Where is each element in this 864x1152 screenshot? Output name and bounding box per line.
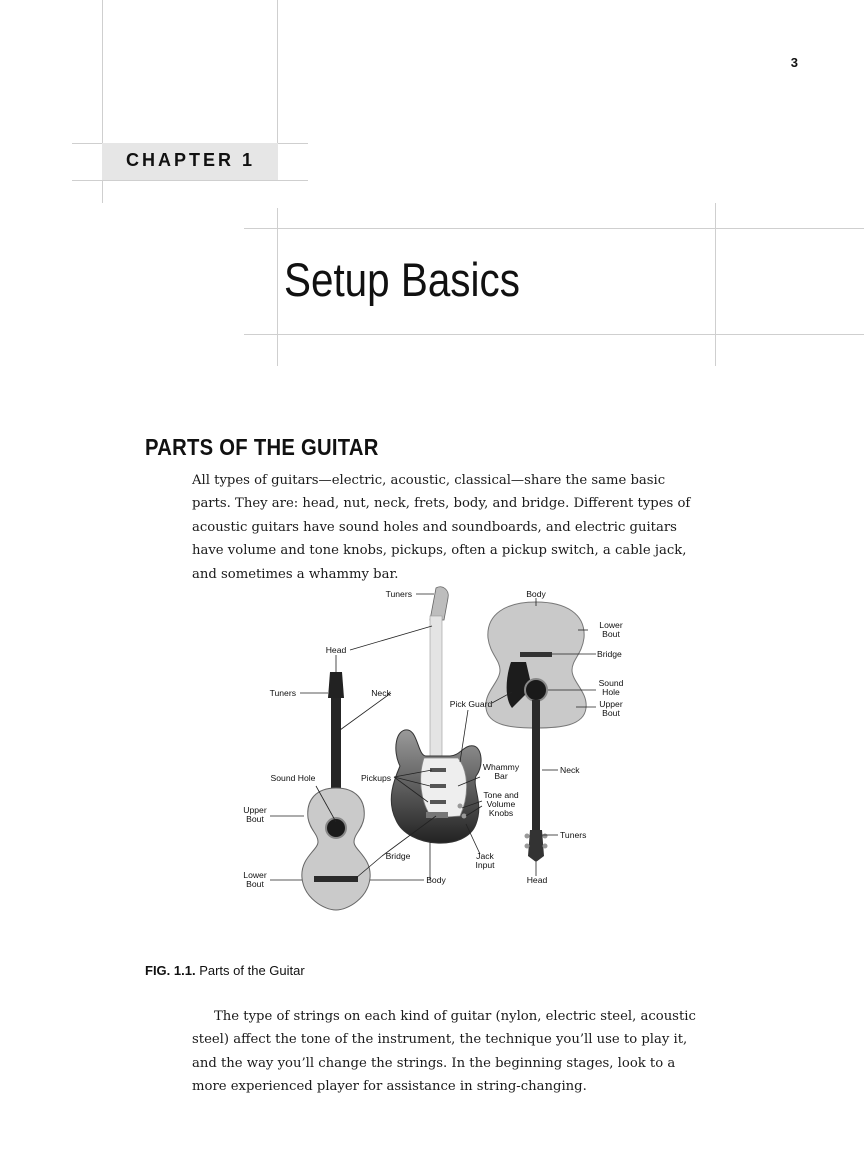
label-neck-right: Neck: [560, 765, 580, 775]
label-pickups: Pickups: [360, 773, 392, 783]
label-jack-input: Jack Input: [475, 851, 495, 870]
chapter-title: Setup Basics: [284, 253, 520, 306]
figure-caption-text: Parts of the Guitar: [199, 963, 305, 978]
acoustic-guitar: [486, 602, 586, 862]
grid-line-horizontal-title-top: [244, 228, 864, 229]
label-lower-bout-left: Lower Bout: [243, 870, 267, 889]
label-bridge-right: Bridge: [597, 649, 622, 659]
label-tuners-right: Tuners: [560, 830, 587, 840]
label-whammy-bar: Whammy Bar: [482, 762, 520, 781]
label-head-left: Head: [325, 645, 347, 655]
body-paragraph: The type of strings on each kind of guitar (nylon, electric steel, acoustic steel) affect the tone of the instrument, the technique you’ll use to play it, and the way you’ll change the strings. In the beginning stages, look to a more experienced player for assistance in string-changing.: [192, 1009, 696, 1095]
label-body-bottom: Body: [426, 875, 446, 885]
intro-paragraph: All types of guitars—electric, acoustic, classical—share the same basic parts. They are: head, nut, neck, frets, body, and bridge. Different types of acoustic guitars have sound holes and soundboards, and electric guitars have volume and tone knobs, pickups, often a pickup switch, a cable jack, and sometimes a whammy bar.: [192, 473, 691, 582]
label-neck-left: Neck: [371, 688, 391, 698]
section-heading: PARTS OF THE GUITAR: [145, 434, 379, 460]
label-tone-volume-knobs: Tone and Volume Knobs: [483, 790, 519, 818]
figure-caption-number: FIG. 1.1.: [145, 963, 196, 978]
page-number: 3: [790, 55, 798, 70]
grid-line-horizontal-title-bottom: [244, 334, 864, 335]
guitar-parts-figure: [236, 580, 636, 920]
grid-line-horizontal-chapter-bottom: [72, 180, 308, 181]
label-bridge-left: Bridge: [385, 851, 411, 861]
label-lower-bout-right: Lower Bout: [599, 620, 623, 639]
label-upper-bout-left: Upper Bout: [243, 805, 267, 824]
grid-line-vertical-mid: [277, 0, 278, 143]
label-head-bottom: Head: [526, 875, 548, 885]
label-tuners-left: Tuners: [269, 688, 296, 698]
label-tuners-top: Tuners: [385, 589, 412, 599]
label-pick-guard: Pick Guard: [449, 699, 493, 709]
label-sound-hole-left: Sound Hole: [270, 773, 316, 783]
figure-caption: [145, 963, 305, 978]
label-sound-hole-right: Sound Hole: [598, 678, 624, 697]
label-upper-bout-right: Upper Bout: [599, 699, 623, 718]
grid-line-vertical-title-left: [277, 208, 278, 366]
label-body-top: Body: [526, 589, 546, 599]
chapter-label: CHAPTER 1: [126, 150, 256, 170]
